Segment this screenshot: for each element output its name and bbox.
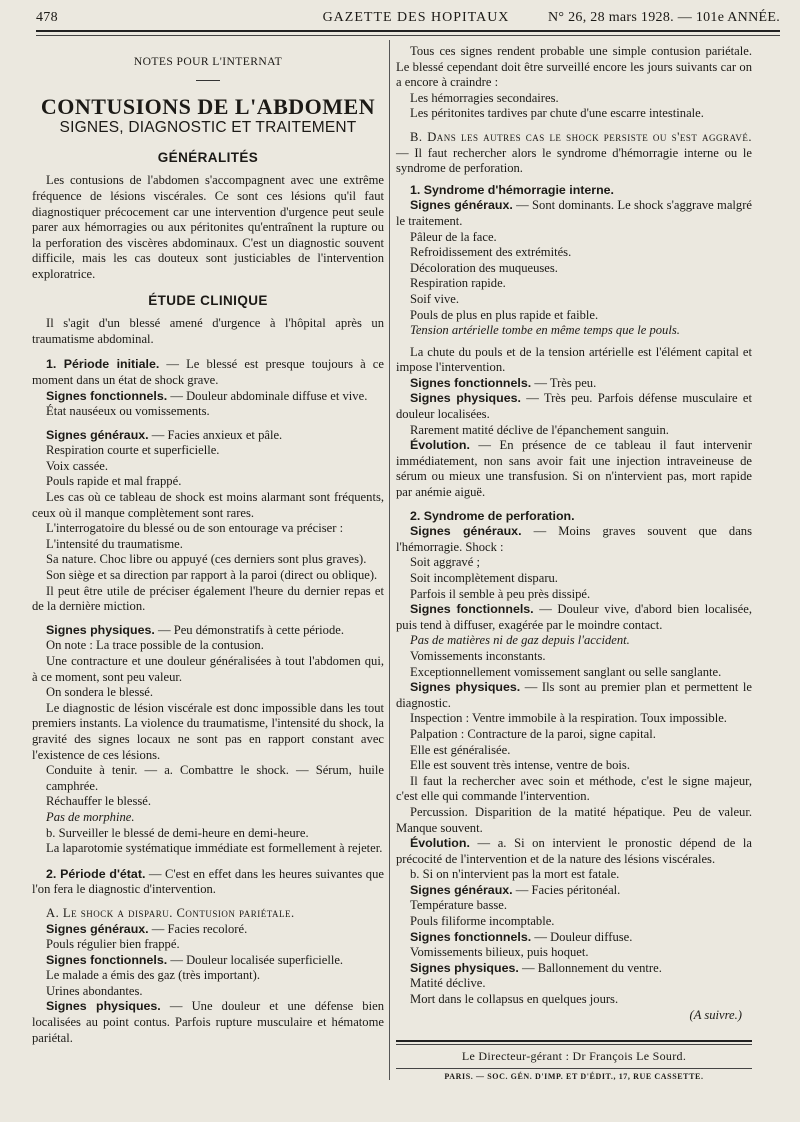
case-heading-b: B. Dans les autres cas le shock persiste ou s'est aggravé. <box>410 129 752 144</box>
list-line: Pâleur de la face. <box>410 229 497 244</box>
list-line: Pas de morphine. <box>46 809 135 824</box>
syndrome-heading: 1. Syndrome d'hémorragie interne. <box>410 182 615 197</box>
case-b <box>396 130 752 177</box>
issue-info: N° 26, 28 mars 1928. — 101e ANNÉE. <box>548 10 780 25</box>
signs-text: — Peu démonstratifs à cette période. <box>157 622 344 637</box>
signs-label: Signes physiques. <box>410 680 521 695</box>
case-heading-a: A. Le shock a disparu. Contusion pariétale. <box>46 905 295 920</box>
paragraph: Le diagnostic de lésion viscérale est donc impossible dans les tout premiers instants. La violence du traumatisme, l'intensité du shock, la gravité des signes locaux ne sont pas en rapport constant avec l'existence de ces lésions. <box>32 700 384 762</box>
signs-label: Signes généraux. <box>410 198 513 213</box>
journal-title: GAZETTE DES HOPITAUX <box>322 10 510 25</box>
list-line: Elle est souvent très intense, ventre de bois. <box>410 758 630 773</box>
signs-line <box>396 680 752 711</box>
list-line: Pouls filiforme incomptable. <box>410 914 555 929</box>
signs-text: — Une douleur et une défense bien localisées au point contus. Parfois rupture musculaire et hématome pariétal. <box>32 999 384 1045</box>
signs-label: Signes fonctionnels. <box>410 602 534 617</box>
signs-text: — Très peu. <box>534 375 597 390</box>
syndrome-heading: 2. Syndrome de perforation. <box>410 508 575 523</box>
section-heading-etude: ÉTUDE CLINIQUE <box>148 292 268 308</box>
list-line: Conduite à tenir. — a. Combattre le shock. — Sérum, huile camphrée. <box>46 763 384 793</box>
signs-text: — Moins graves souvent que dans l'hémorragie. Shock : <box>396 524 752 554</box>
signs-line <box>396 391 752 422</box>
printer-line: PARIS. — SOC. GÉN. D'IMP. ET D'ÉDIT., 17, RUE CASSETTE. <box>396 1068 752 1081</box>
paragraph: Tous ces signes rendent probable une simple contusion pariétale. Le blessé cependant doit être surveillé encore les jours suivants car on a encore à craindre : <box>396 44 752 90</box>
list-line: Soit incomplètement disparu. <box>410 571 558 585</box>
header-rule-thin <box>36 35 780 36</box>
signs-line <box>396 961 752 977</box>
period-text: — Le blessé est presque toujours à ce moment dans un état de shock grave. <box>32 357 384 387</box>
list-line: b. Surveiller le blessé de demi-heure en demi-heure. <box>46 825 309 840</box>
list-line: Les hémorragies secondaires. <box>410 90 559 105</box>
signs-text: — Facies recoloré. <box>151 921 248 936</box>
paragraph: La chute du pouls et de la tension artérielle est l'élément capital et impose l'intervention. <box>396 344 752 375</box>
signs-line <box>396 883 752 899</box>
list-line: Vomissements inconstants. <box>410 648 546 663</box>
paragraph: Il s'agit d'un blessé amené d'urgence à l'hôpital après un traumatisme abdominal. <box>32 316 384 346</box>
column-separator <box>389 40 390 1080</box>
signs-line <box>396 438 752 500</box>
list-line: Le malade a émis des gaz (très important). <box>46 968 261 983</box>
right-column <box>396 44 752 1023</box>
signs-label: Signes fonctionnels. <box>46 388 168 403</box>
period-heading: 1. Période initiale. <box>46 357 160 372</box>
list-line: L'intensité du traumatisme. <box>46 536 183 551</box>
list-line: Température basse. <box>410 898 508 913</box>
signs-line <box>396 524 752 555</box>
paragraph: Son siège et sa direction par rapport à la paroi (direct ou oblique). <box>46 568 378 583</box>
series-label: NOTES POUR L'INTERNAT <box>133 55 283 68</box>
signs-text: — Douleur vive, d'abord bien localisée, puis tend à diffuser, exagérée par le moindre contact. <box>396 602 752 632</box>
footer-rule <box>396 1040 752 1042</box>
paragraph: La laparotomie systématique immédiate est formellement à rejeter. <box>46 841 383 856</box>
signs-text: — Douleur abdominale diffuse et vive. <box>170 388 368 403</box>
signs-line <box>32 623 384 639</box>
signs-text: — Très peu. Parfois défense musculaire et douleur localisées. <box>396 391 753 422</box>
footer-rule-thin <box>396 1044 752 1045</box>
signs-label: Signes généraux. <box>46 427 149 442</box>
signs-label: Signes généraux. <box>46 921 149 936</box>
paragraph: Il faut la rechercher avec soin et méthode, c'est le signe majeur, c'est elle qui commande l'intervention. <box>396 773 752 804</box>
signs-label: Signes physiques. <box>410 391 521 406</box>
list-line: Pouls de plus en plus rapide et faible. <box>410 307 599 322</box>
list-line: Pas de matières ni de gaz depuis l'accident. <box>410 633 630 648</box>
page-header <box>36 6 780 30</box>
list-line: Les péritonites tardives par chute d'une escarre intestinale. <box>410 106 704 121</box>
period-text: — C'est en effet dans les heures suivantes que l'on fera le diagnostic d'intervention. <box>32 866 384 897</box>
signs-text: — En présence de ce tableau il faut intervenir immédiatement, non sans avoir fait une injection intraveineuse de sérum ou mieux une transfusion. Si on n'intervient pas, mort rapide par anémie aiguë. <box>396 438 753 500</box>
signs-line <box>396 376 752 392</box>
period-initiale <box>32 357 384 388</box>
section-heading-generalites: GÉNÉRALITÉS <box>157 149 259 165</box>
signs-line <box>396 198 752 229</box>
list-line: On sondera le blessé. <box>46 685 154 700</box>
signs-label: Signes fonctionnels. <box>410 929 532 944</box>
signs-line <box>32 389 384 405</box>
article-title: CONTUSIONS DE L'ABDOMEN <box>40 93 376 119</box>
list-line: Vomissements bilieux, puis hoquet. <box>410 945 589 960</box>
signs-text: — Ils sont au premier plan et permettent le diagnostic. <box>396 680 752 710</box>
list-line: Palpation : Contracture de la paroi, signe capital. <box>410 726 656 741</box>
page-number: 478 <box>36 10 58 25</box>
list-line: Pouls rapide et mal frappé. <box>46 474 182 489</box>
signs-label: Évolution. <box>410 438 470 453</box>
signs-label: Signes généraux. <box>410 524 522 539</box>
list-line: Réchauffer le blessé. <box>46 794 152 809</box>
signs-label: Évolution. <box>410 836 470 851</box>
period-heading: 2. Période d'état. <box>46 866 146 881</box>
signs-line <box>396 602 752 633</box>
list-line: État nauséeux ou vomissements. <box>46 404 210 419</box>
signs-line <box>32 428 384 444</box>
signs-label: Signes fonctionnels. <box>46 952 168 967</box>
paragraph: Percussion. Disparition de la matité hépatique. Peu de valeur. Manque souvent. <box>396 804 752 835</box>
signs-line <box>32 999 384 1046</box>
article-subtitle: SIGNES, DIAGNOSTIC ET TRAITEMENT <box>59 119 357 137</box>
signs-line <box>32 953 384 969</box>
list-line: Respiration rapide. <box>410 276 506 291</box>
signs-label: Signes physiques. <box>410 960 519 975</box>
signs-text: — Ballonnement du ventre. <box>521 960 662 975</box>
list-line: Urines abondantes. <box>46 983 143 998</box>
list-line: Matité déclive. <box>410 976 486 991</box>
list-line: Respiration courte et superficielle. <box>46 443 220 458</box>
to-be-continued: (A suivre.) <box>689 1007 742 1022</box>
paragraph: Sa nature. Choc libre ou appuyé (ces derniers sont plus graves). <box>46 552 367 567</box>
paragraph: L'interrogatoire du blessé ou de son entourage va préciser : <box>46 521 344 536</box>
signs-text: — a. Si on intervient le pronostic dépend de la précocité de l'intervention et de la nature des lésions viscérales. <box>396 836 753 866</box>
list-line: Décoloration des muqueuses. <box>410 260 558 275</box>
list-line: Pouls régulier bien frappé. <box>46 937 180 952</box>
signs-line <box>396 836 752 867</box>
list-line: Soit aggravé ; <box>410 555 480 570</box>
list-line: Parfois il semble à peu près dissipé. <box>410 586 591 601</box>
header-rule <box>36 30 780 32</box>
list-line: b. Si on n'intervient pas la mort est fatale. <box>410 867 620 882</box>
list-line: Refroidissement des extrémités. <box>410 245 572 260</box>
paragraph: Les contusions de l'abdomen s'accompagnent avec une extrême fréquence de lésions viscérales. Ce sont ces lésions qu'il faut diagnostiquer précocement car une intervention d'urgence peut seule parer aux hémorragies ou aux péritonites qu'entraînent la rupture ou la perforation des viscères abdominaux. C'est un diagnostic souvent difficile, mais les cas douteux sont justiciables de l'intervention exploratrice. <box>32 173 384 281</box>
paragraph: Il peut être utile de préciser également l'heure du dernier repas et de la dernière miction. <box>32 583 384 614</box>
director-line: Le Directeur-gérant : Dr François Le Sourd. <box>461 1049 687 1063</box>
signs-line <box>396 930 752 946</box>
paragraph: Exceptionnellement vomissement sanglant ou selle sanglante. <box>410 664 722 679</box>
signs-line <box>32 922 384 938</box>
paragraph: Inspection : Ventre immobile à la respiration. Toux impossible. <box>410 711 727 726</box>
list-line: Rarement matité déclive de l'épanchement sanguin. <box>410 422 669 437</box>
paragraph: Les cas où ce tableau de shock est moins alarmant sont fréquents, ceux où il manque complètement sont rares. <box>32 490 384 520</box>
series-rule <box>196 80 220 81</box>
list-line: On note : La trace possible de la contusion. <box>46 638 264 653</box>
list-line: Voix cassée. <box>46 458 109 473</box>
list-line: Soif vive. <box>410 291 459 306</box>
list-line: Mort dans le collapsus en quelques jours. <box>410 992 619 1007</box>
list-line: Tension artérielle tombe en même temps que le pouls. <box>410 323 680 338</box>
signs-text: — Douleur diffuse. <box>534 929 633 944</box>
case-text: — Il faut rechercher alors le syndrome d'hémorragie interne ou le syndrome de perforation. <box>396 145 752 176</box>
signs-label: Signes physiques. <box>46 622 155 637</box>
paragraph: Une contracture et une douleur généralisées à tout l'abdomen qui, à ce moment, sont peu valeur. <box>32 654 384 684</box>
signs-label: Signes généraux. <box>410 882 513 897</box>
page-footer <box>396 1040 752 1081</box>
left-column <box>32 44 384 1046</box>
period-etat <box>32 867 384 898</box>
signs-text: — Douleur localisée superficielle. <box>170 952 344 967</box>
list-line: Elle est généralisée. <box>410 742 511 757</box>
signs-text: — Sont dominants. Le shock s'aggrave malgré le traitement. <box>396 198 752 228</box>
signs-label: Signes fonctionnels. <box>410 375 532 390</box>
signs-text: — Facies anxieux et pâle. <box>151 427 283 442</box>
signs-label: Signes physiques. <box>46 999 161 1014</box>
signs-text: — Facies péritonéal. <box>515 882 621 897</box>
